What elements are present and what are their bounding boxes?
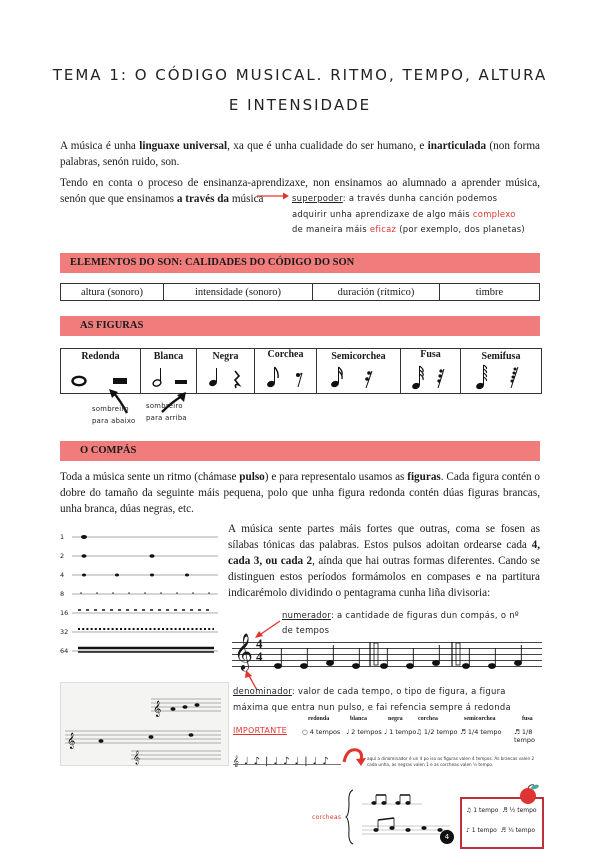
curly-arrow-icon (341, 744, 367, 770)
mini-value-fusa: ♬ 1/8 tempo (514, 728, 535, 744)
svg-text:𝄞: 𝄞 (153, 701, 162, 717)
mini-value-corchea: ♫ 1/2 tempo (416, 728, 458, 736)
values-row-1: ♫ 1 tempo ♬ ½ tempo (466, 807, 537, 814)
time-signature (256, 637, 263, 663)
semicorchea-note-icon (325, 363, 399, 391)
mini-label-blanca: blanca (350, 716, 368, 722)
time-signature-staff (232, 632, 542, 670)
section-heading-compas: O COMPÁS (60, 441, 540, 461)
mini-label-negra: negra (388, 716, 403, 722)
small-rhythm-glyphs: 𝄞♩♪|♩♪♩|♩♪ (233, 756, 334, 767)
score-excerpt-icon (61, 683, 228, 765)
small-rhythm-staff (233, 756, 341, 772)
measure-notes-icon (266, 636, 542, 670)
small-badge: 4 (440, 830, 454, 844)
figure-label-corchea: Corchea (267, 349, 304, 360)
sombreiro-abaixo-note: sombreiro para abaixo (92, 405, 136, 425)
quality-altura: altura (sonoro) (61, 284, 164, 301)
page-title-line1: TEMA 1: O CÓDIGO MUSICAL. RITMO, TEMPO, ALTURA (52, 66, 548, 84)
staff-number-64: 64 (60, 647, 69, 655)
svg-text:𝄞: 𝄞 (133, 750, 141, 764)
negra-note-icon (203, 363, 253, 391)
treble-clef-icon: 𝄞 (234, 632, 253, 670)
figure-label-negra: Negra (212, 351, 239, 362)
score-excerpt-image (60, 682, 229, 766)
quality-timbre: timbre (440, 284, 540, 301)
arrow-right-icon (256, 191, 290, 201)
figure-label-blanca: Blanca (153, 351, 184, 362)
figure-label-semifusa: Semifusa (481, 351, 521, 362)
qualities-table (60, 283, 540, 301)
staff-number-1: 1 (60, 533, 65, 541)
svg-text:𝄞: 𝄞 (67, 733, 76, 749)
corchea-note-icon (261, 363, 315, 391)
figure-cell-semifusa (461, 349, 541, 393)
mini-value-blanca: ♩ 2 tempos (346, 728, 382, 736)
small-explanation-note: aquí a dinominador é un 4 po iso as figuras valen 4 tempos. As brancas valen 2 cada unha, as negras valen 1 e as corcheas valen ½ tempo. (367, 756, 535, 768)
rhythm-staves-icon (72, 530, 218, 660)
figure-label-fusa: Fusa (420, 349, 441, 360)
staff-number-16: 16 (60, 609, 69, 617)
mini-label-fusa: fusa (522, 716, 533, 722)
corcheas-examples-icon (362, 792, 452, 842)
compas-paragraph-1: Toda a música sente un ritmo (chámase pulso) e para representalo usamos as figuras. Cada figura contén o dobre do tamaño da seguinte máis pequena, polo que unha figura redonda contén dúas figuras brancas, unha branca, dúas negras, etc. (60, 471, 540, 515)
quality-intensidade: intensidade (sonoro) (164, 284, 313, 301)
section-heading-figuras: AS FIGURAS (60, 316, 540, 336)
page-title-line2: E INTENSIDADE (228, 96, 372, 114)
brace-icon (345, 788, 355, 846)
superpoder-note: superpoder: a través dunha canción podemos adquirir unha aprendizaxe de algo máis complexo de maneira máis eficaz (por exemplo, dos planetas) (292, 193, 525, 234)
numerador-note: numerador: a cantidade de figuras dun compás, o nº de tempos (282, 610, 520, 635)
staff-number-4: 4 (60, 571, 65, 579)
mini-value-negra: ♩ 1 tempo (384, 728, 417, 736)
rhythm-staves-figure (60, 530, 218, 660)
figure-cell-negra (197, 349, 255, 393)
semifusa-note-icon (471, 363, 537, 391)
staff-number-2: 2 (60, 552, 65, 560)
importante-label: IMPORTANTE (233, 726, 288, 735)
time-signature-numerator: 4 (256, 636, 263, 651)
denominador-note: denominador: valor de cada tempo, o tipo de figura, a figura máxima que entra nun pulso, e fai refencia sempre á redonda (233, 686, 511, 712)
mini-label-redonda: redonda (308, 716, 330, 722)
mini-label-semicorchea: semicorchea (464, 716, 496, 722)
mini-label-corchea: corchea (418, 716, 438, 722)
intro-paragraph-1: A música é unha linguaxe universal, xa que é unha cualidade do ser humano, e inarticulada (non forma palabras, senón ruido, son. (60, 140, 540, 168)
figure-values-strip (300, 716, 545, 742)
figure-cell-fusa (401, 349, 461, 393)
staff-number-8: 8 (60, 590, 65, 598)
corcheas-label: corcheas (312, 814, 342, 821)
staff-number-32: 32 (60, 628, 69, 636)
quality-duracion: duración (rítmico) (313, 284, 440, 301)
fusa-note-icon (407, 363, 459, 391)
decorative-apple-icon (516, 783, 542, 805)
values-box (460, 797, 544, 849)
figure-label-semicorchea: Semicorchea (331, 351, 386, 362)
mini-value-semicorchea: ♬ 1/4 tempo (460, 728, 502, 736)
mini-value-redonda: ○ 4 tempos (302, 728, 341, 736)
figure-cell-corchea (255, 349, 317, 393)
compas-paragraph-2: A música sente partes máis fortes que outras, coma se fosen as sílabas tónicas das palabras. Estos pulsos adoitan ordearse cada 4, cada 3, ou cada 2, aínda que hai outras formas diferentes. Cando se distinguen estos períodos formámolos en compases e na partitura indicarémolo dividindo o pentagrama cunha liña divisoria: (228, 523, 540, 599)
intro-paragraph-2: Tendo en conta o proceso de ensinanza-aprendizaxe, non ensinamos ao alumnado a aprender música, senón que que ensinamos a través da música (60, 177, 540, 205)
values-row-2: ♪ 1 tempo ♬ ¼ tempo (466, 827, 536, 834)
figure-label-redonda: Redonda (81, 351, 120, 362)
figure-cell-semicorchea (317, 349, 401, 393)
sombreiro-arriba-note: sombreiro para arriba (146, 402, 187, 422)
section-heading-elementos: ELEMENTOS DO SON: CALIDADES DO CÓDIGO DO SON (60, 253, 540, 273)
time-signature-denominator: 4 (256, 649, 263, 664)
